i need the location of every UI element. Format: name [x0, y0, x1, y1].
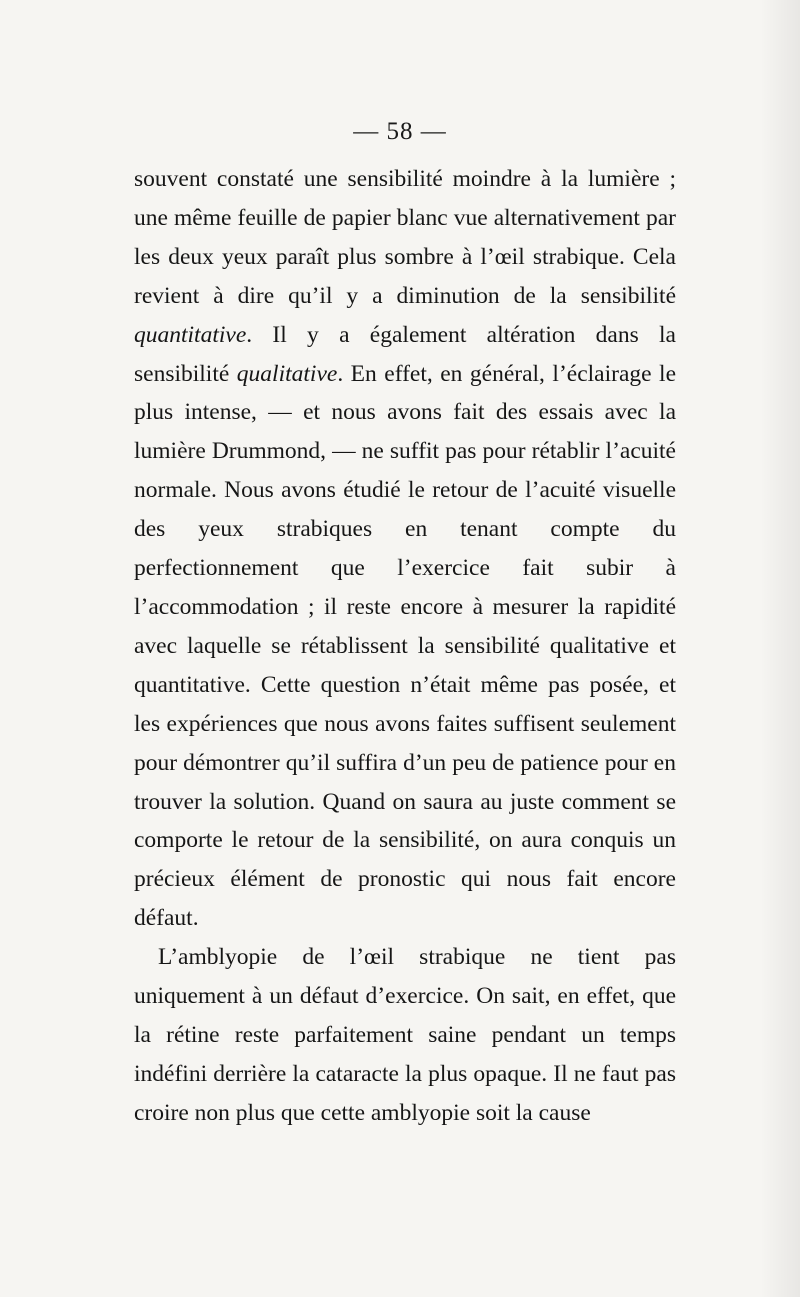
paragraph-1-text-1: souvent constaté une sensibilité moindre à la lumière ; une même feuille de papier blanc vue alternativement par les deux yeux paraît plus sombre à l’œil strabique. Cela revient à dire qu’il y a diminution de la sensibilité	[134, 166, 676, 309]
paragraph-1-italic-quantitative: quantitative	[134, 321, 247, 348]
paragraph-2-text-1: L’amblyopie de l’œil strabique ne tient pas uniquement à un défaut d’exercice. On sait, en effet, que la rétine reste parfaitement saine pendant un temps indéfini derrière la cataracte la plus opaque. Il ne faut pas croire non plus que cette amblyopie soit la cause	[134, 944, 676, 1126]
page-number: — 58 —	[353, 118, 447, 145]
paragraph-1-italic-qualitative: qualitative	[236, 360, 338, 387]
paragraph-1	[134, 160, 676, 938]
paragraph-1-text-3: . En effet, en général, l’éclairage le plus intense, — et nous avons fait des essais avec la lumière Drummond, — ne suffit pas pour rétablir l’acuité normale. Nous avons étudié le retour de l’acuité visuelle des yeux strabiques en tenant compte du perfectionnement que l’exercice fait subir à l’accommodation ; il reste encore à mesurer la rapidité avec laquelle se rétablissent la sensibilité qualitative et quantitative. Cette question n’était même pas posée, et les expériences que nous avons faites suffisent seulement pour démontrer qu’il suffira d’un peu de patience pour en trouver la solution. Quand on saura au juste comment se comporte le retour de la sensibilité, on aura conquis un précieux élément de pronostic qui nous fait encore défaut.	[134, 360, 677, 932]
paragraph-1-text-2: . Il y a également altération dans la sensibilité	[134, 321, 676, 387]
paragraph-2	[134, 938, 676, 1133]
body-text	[134, 160, 676, 1133]
